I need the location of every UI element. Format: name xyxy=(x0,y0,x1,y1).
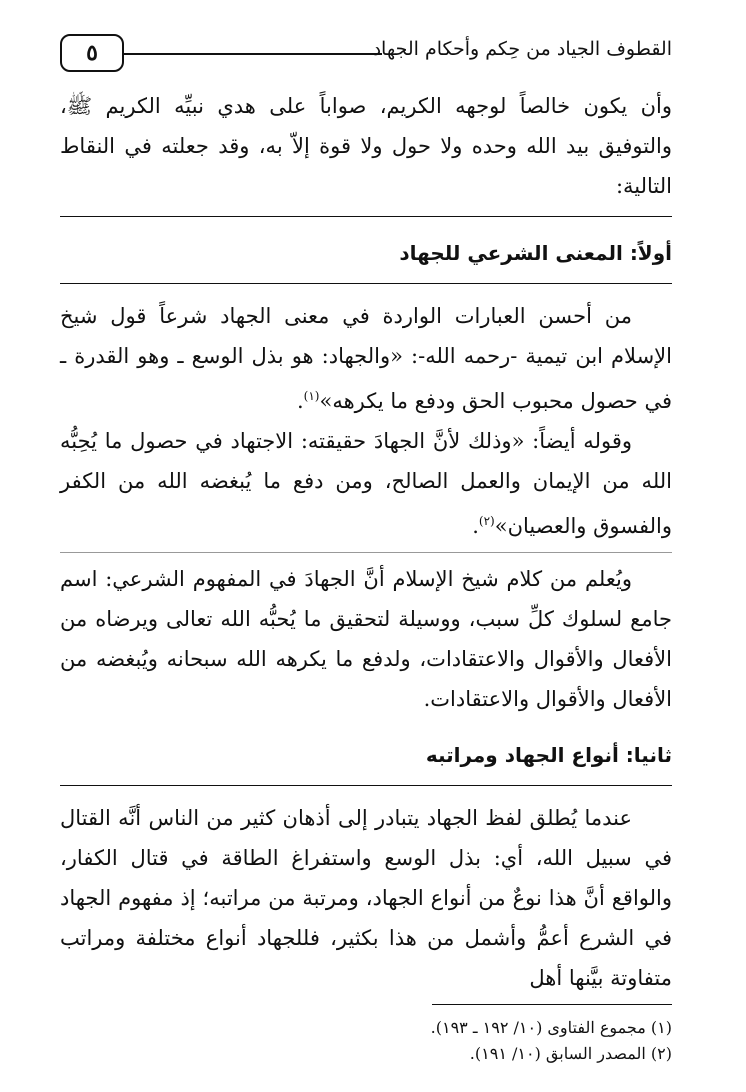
footnote-rule xyxy=(432,1004,672,1005)
footnote: (١) مجموع الفتاوى (١٠/ ١٩٢ ـ ١٩٣). xyxy=(430,1018,672,1037)
paragraph-text: وقوله أيضاً: «وذلك لأنَّ الجهادَ حقيقته: الاجتهاد في حصول ما يُحِبُّه الله من الإيمان والعمل الصالح، ومن دفع ما يُبغضه الله من الكفر والفسوق والعصيان» xyxy=(60,429,672,538)
paragraph: وقوله أيضاً: «وذلك لأنَّ الجهادَ حقيقته: الاجتهاد في حصول ما يُحِبُّه الله من الإيمان والعمل الصالح، ومن دفع ما يُبغضه الله من الكفر والفسوق والعصيان»$^{(٢)}$. xyxy=(60,429,672,538)
running-title: القطوف الجياد من حِكم وأحكام الجهاد xyxy=(372,38,672,60)
paragraph: من أحسن العبارات الواردة في معنى الجهاد شرعاً قول شيخ الإسلام ابن تيمية -رحمه الله-: «والجهاد: هو بذل الوسع ـ وهو القدرة ـ في حصول محبوب الحق ودفع ما يكرهه»$^{(١)}$. xyxy=(60,304,672,413)
paragraph: ويُعلم من كلام شيخ الإسلام أنَّ الجهادَ في المفهوم الشرعي: اسم جامع لسلوك كلِّ سبب، ووسيلة لتحقيق ما يُحبُّه الله تعالى ويرضاه من الأفعال والأقوال والاعتقادات، ولدفع ما يكرهه الله سبحانه ويُبغضه من الأفعال والأقوال والاعتقادات. xyxy=(60,567,672,711)
footnote-ref: (٢) xyxy=(478,514,495,528)
page-header xyxy=(60,30,672,76)
paragraph: عندما يُطلق لفظ الجهاد يتبادر إلى أذهان كثير من الناس أنَّه القتال في سبيل الله، أي: بذل الوسع واستفراغ الطاقة في قتال الكفار، والواقع أنَّ هذا نوعٌ من أنواع الجهاد، ومرتبة من مراتبه؛ إذ مفهوم الجهاد في الشرع أعمُّ وأشمل من هذا بكثير، فللجهاد أنواع مختلفة ومراتب متفاوتة بيَّنها أهل xyxy=(60,806,672,990)
section-divider xyxy=(60,216,672,217)
book-page xyxy=(60,30,672,1067)
paragraph-separator xyxy=(60,552,672,553)
header-rule xyxy=(122,53,382,55)
section-heading-1: أولاً: المعنى الشرعي للجهاد xyxy=(399,241,672,265)
section-divider xyxy=(60,283,672,284)
page-number: ٥ xyxy=(60,34,124,72)
section-divider xyxy=(60,785,672,786)
footnote-ref: (١) xyxy=(303,389,320,403)
paragraph-text: من أحسن العبارات الواردة في معنى الجهاد شرعاً قول شيخ الإسلام ابن تيمية -رحمه الله-: «والجهاد: هو بذل الوسع ـ وهو القدرة ـ في حصول محبوب الحق ودفع ما يكرهه» xyxy=(60,304,672,413)
footnote: (٢) المصدر السابق (١٠/ ١٩١). xyxy=(469,1044,672,1063)
intro-paragraph: وأن يكون خالصاً لوجهه الكريم، صواباً على هدي نبيِّه الكريم ﷺ، والتوفيق بيد الله وحده ولا حول ولا قوة إلاّ به، وقد جعلته في النقاط التالية: xyxy=(60,94,672,198)
section-heading-2: ثانيا: أنواع الجهاد ومراتبه xyxy=(425,743,672,767)
